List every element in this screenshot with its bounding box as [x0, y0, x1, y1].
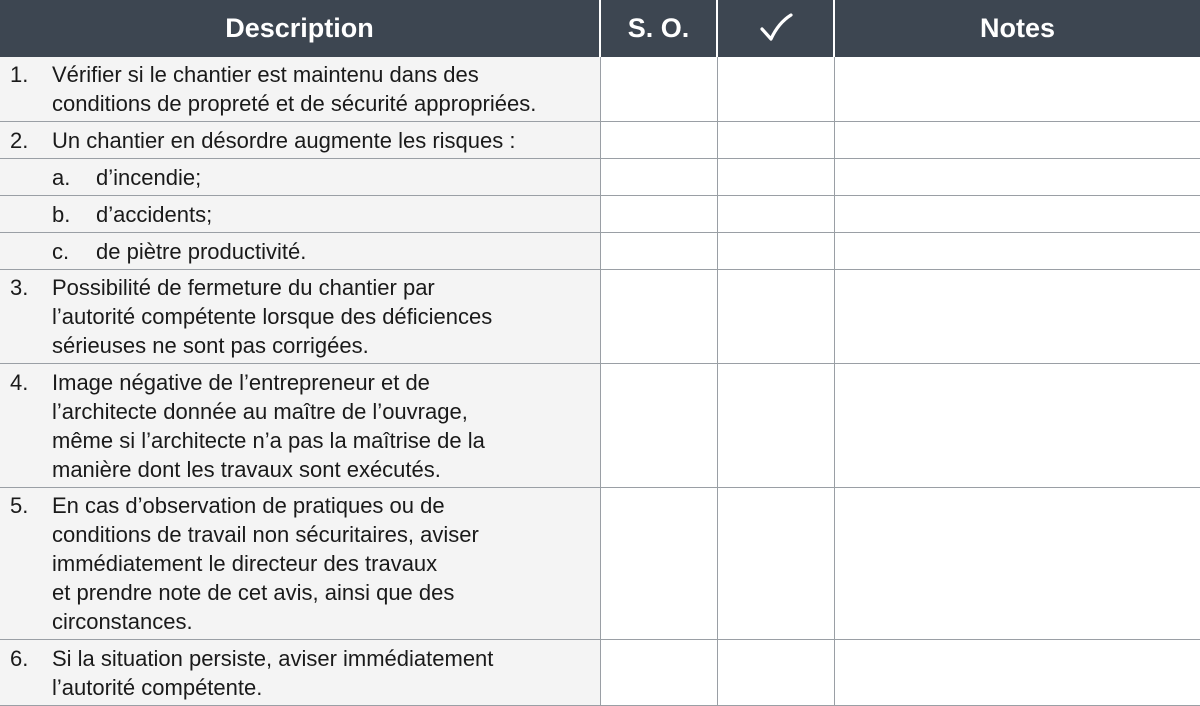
- check-cell[interactable]: [717, 122, 834, 159]
- item-text: Si la situation persiste, aviser immédiatement: [52, 645, 494, 671]
- so-cell[interactable]: [600, 196, 717, 233]
- item-text: En cas d’observation de pratiques ou de: [52, 493, 445, 518]
- header-row: [0, 0, 1200, 57]
- item-letter: a.: [52, 164, 71, 190]
- notes-cell[interactable]: [834, 122, 1200, 159]
- notes-cell[interactable]: [834, 270, 1200, 364]
- item-text: et prendre note de cet avis, ainsi que des: [52, 580, 455, 605]
- so-cell[interactable]: [600, 640, 717, 706]
- table-row: [0, 196, 1200, 233]
- item-text: Image négative de l’entrepreneur et de: [52, 369, 430, 395]
- item-number: 2.: [10, 127, 29, 153]
- check-cell[interactable]: [717, 640, 834, 706]
- description-cell: [0, 122, 600, 159]
- notes-cell[interactable]: [834, 364, 1200, 488]
- item-text: l’autorité compétente lorsque des déficiences: [52, 304, 493, 329]
- table-row: [0, 270, 1200, 364]
- description-cell: [0, 270, 600, 364]
- check-cell[interactable]: [717, 57, 834, 122]
- table-row: [0, 488, 1200, 640]
- table-row: [0, 57, 1200, 122]
- item-text: d’incendie;: [96, 164, 202, 190]
- notes-cell[interactable]: [834, 159, 1200, 196]
- header-so: S. O.: [600, 0, 717, 57]
- item-text: Un chantier en désordre augmente les risques :: [52, 127, 516, 153]
- description-cell: [0, 640, 600, 706]
- so-cell[interactable]: [600, 364, 717, 488]
- notes-cell[interactable]: [834, 196, 1200, 233]
- checkmark-icon: [718, 12, 833, 44]
- item-text: conditions de travail non sécuritaires, aviser: [52, 522, 479, 547]
- item-text: immédiatement le directeur des travaux: [52, 551, 438, 576]
- description-cell: [0, 159, 600, 196]
- header-check: [717, 0, 834, 57]
- notes-cell[interactable]: [834, 57, 1200, 122]
- table-row: [0, 122, 1200, 159]
- check-cell[interactable]: [717, 233, 834, 270]
- table-row: [0, 159, 1200, 196]
- item-text: même si l’architecte n’a pas la maîtrise de la: [52, 427, 485, 453]
- check-cell[interactable]: [717, 270, 834, 364]
- so-cell[interactable]: [600, 488, 717, 640]
- description-cell: [0, 196, 600, 233]
- check-cell[interactable]: [717, 159, 834, 196]
- so-cell[interactable]: [600, 270, 717, 364]
- table-row: [0, 640, 1200, 706]
- item-text: Possibilité de fermeture du chantier par: [52, 275, 435, 300]
- header-notes: Notes: [834, 0, 1200, 57]
- check-cell[interactable]: [717, 364, 834, 488]
- item-text: l’autorité compétente.: [52, 674, 263, 700]
- item-text: l’architecte donnée au maître de l’ouvrage,: [52, 398, 468, 424]
- item-number: 3.: [10, 275, 29, 300]
- item-text: sérieuses ne sont pas corrigées.: [52, 333, 369, 358]
- item-number: 1.: [10, 62, 29, 87]
- check-cell[interactable]: [717, 488, 834, 640]
- item-number: 5.: [10, 493, 29, 518]
- item-text: circonstances.: [52, 609, 193, 634]
- item-letter: b.: [52, 201, 71, 227]
- description-cell: [0, 488, 600, 640]
- check-cell[interactable]: [717, 196, 834, 233]
- item-text: manière dont les travaux sont exécutés.: [52, 456, 441, 482]
- so-cell[interactable]: [600, 233, 717, 270]
- table-row: [0, 364, 1200, 488]
- notes-cell[interactable]: [834, 233, 1200, 270]
- header-description: Description: [0, 0, 600, 57]
- so-cell[interactable]: [600, 122, 717, 159]
- item-text: conditions de propreté et de sécurité appropriées.: [52, 91, 537, 116]
- item-number: 4.: [10, 369, 29, 395]
- item-text: de piètre productivité.: [96, 238, 307, 264]
- description-cell: [0, 57, 600, 122]
- table-row: [0, 233, 1200, 270]
- item-text: Vérifier si le chantier est maintenu dans des: [52, 62, 479, 87]
- item-letter: c.: [52, 238, 70, 264]
- notes-cell[interactable]: [834, 640, 1200, 706]
- item-number: 6.: [10, 645, 29, 671]
- item-text: d’accidents;: [96, 201, 213, 227]
- notes-cell[interactable]: [834, 488, 1200, 640]
- so-cell[interactable]: [600, 159, 717, 196]
- description-cell: [0, 364, 600, 488]
- description-cell: [0, 233, 600, 270]
- so-cell[interactable]: [600, 57, 717, 122]
